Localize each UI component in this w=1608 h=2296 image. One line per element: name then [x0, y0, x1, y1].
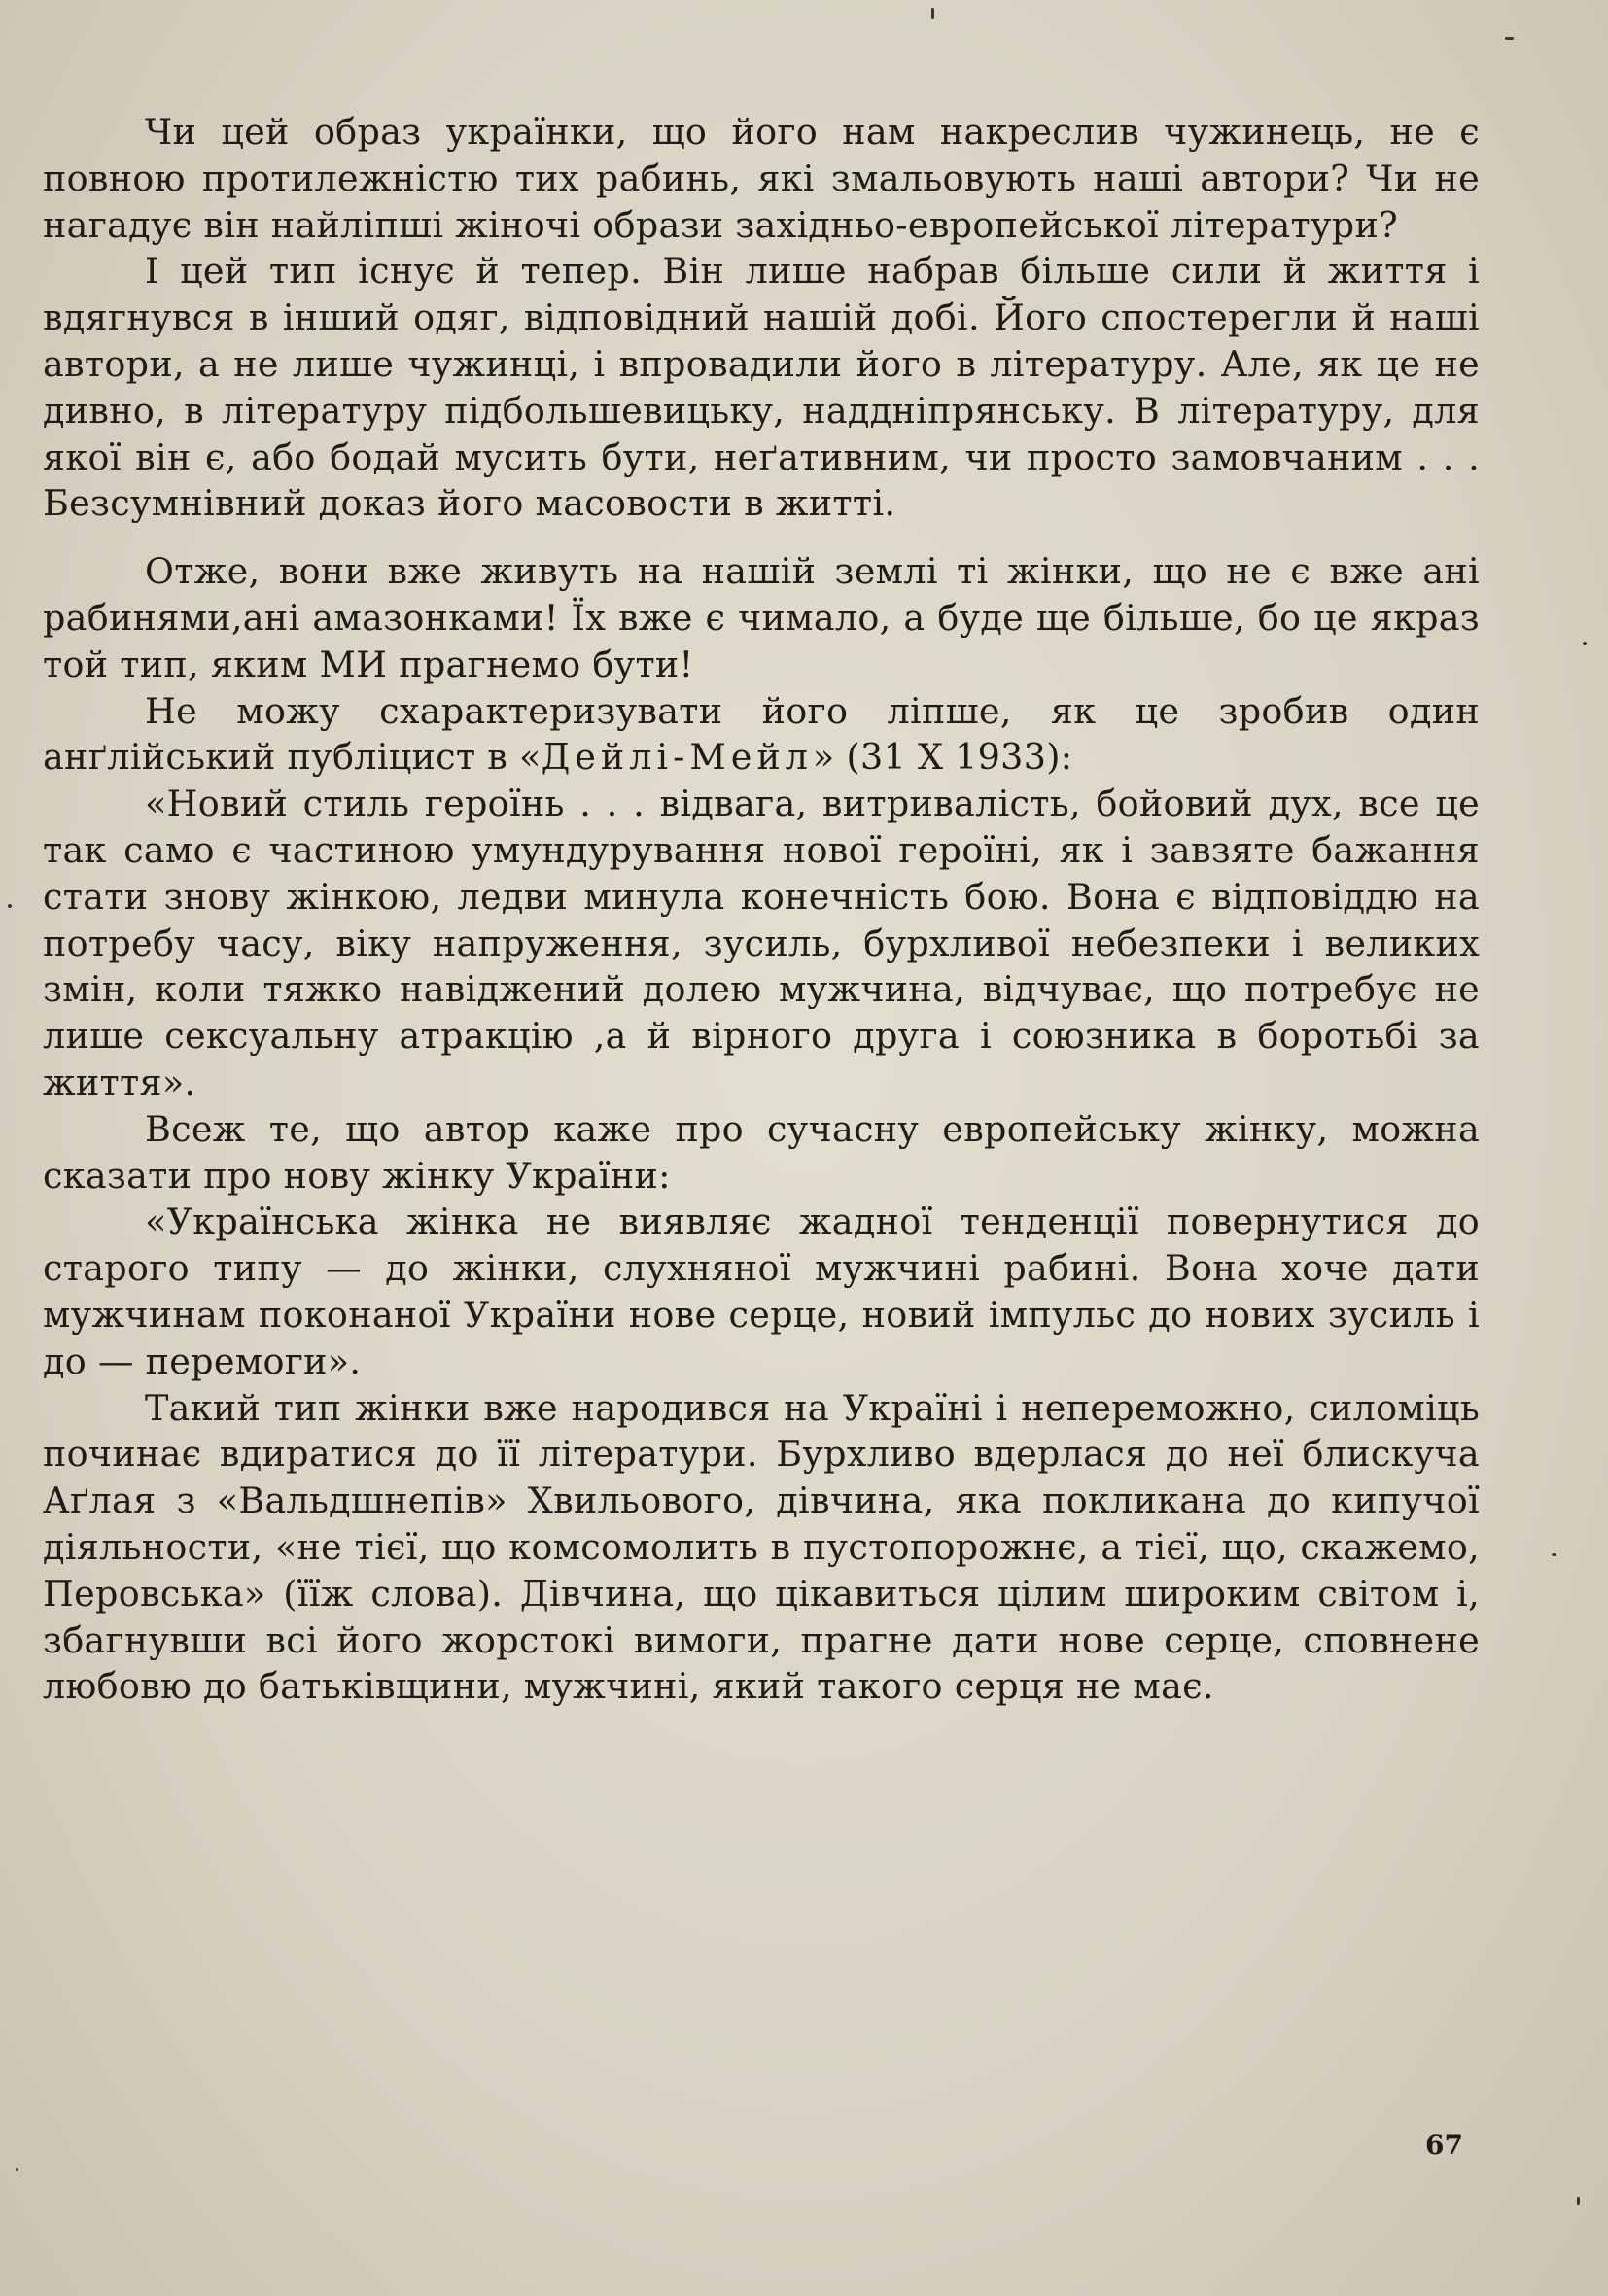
newspaper-title: Дейлі-Мейл: [541, 736, 813, 779]
print-speck: [1552, 1553, 1556, 1556]
paragraph-4-text-before: Не можу схарактеризувати його ліпше, як це зробив один анґлійський публіцист в «: [43, 689, 1480, 779]
print-speck: [8, 904, 12, 908]
paragraph-6: Всеж те, що автор каже про сучасну европейську жінку, можна сказати про нову жінку України:: [43, 1107, 1480, 1197]
paragraph-3: Отже, вони вже живуть на нашій землі ті жінки, що не є вже ані рабинями,ані амазонками! Їх вже є чимало, а буде ще більше, бо це якраз той тип, яким МИ прагнемо бути!: [43, 550, 1480, 685]
print-speck: [1583, 642, 1587, 645]
print-speck: [931, 8, 934, 19]
body-text: [43, 109, 1480, 1710]
paragraph-4: [43, 688, 1480, 782]
print-speck: [16, 2168, 18, 2171]
paragraph-2: І цей тип існує й тепер. Він лише набрав більше сили й життя і вдягнувся в інший одяг, відповідний нашій добі. Його спостерегли й наші автори, а не лише чужинці, і впровадили його в літературу. Але, як це не дивно, в літературу підбольшевицьку, наддніпрянську. В літературу, для якої він є, або бодай мусить бути, неґативним, чи просто замовчаним . . . Безсумнівний доказ його масовости в житті.: [43, 250, 1480, 525]
print-speck: [1577, 2197, 1580, 2205]
page-number: 67: [1425, 2129, 1463, 2161]
paragraph-7-quote: «Українська жінка не виявляє жадної тенденції повернутися до старого типу — до жінки, слухняної мужчині рабині. Вона хоче дати мужчинам поконаної України нове серце, новий імпульс до нових зусиль і до — перемоги».: [43, 1200, 1480, 1382]
paragraph-1: Чи цей образ українки, що його нам накреслив чужинець, не є повною протилежністю тих рабинь, які змальовують наші автори? Чи не нагадує він найліпші жіночі образи західньо-европейської літератури?: [43, 111, 1480, 246]
paragraph-5-quote: «Новий стиль героїнь . . . відвага, витривалість, бойовий дух, все це так само є частиною умундурування нової героїні, як і завзяте бажання стати знову жінкою, ледви минула конечність бою. Вона є відповіддю на потребу часу, віку напруження, зусиль, бурхливої небезпеки і великих змін, коли тяжко навіджений долею мужчина, відчуває, що потребує не лише сексуальну атракцію ,а й вірного друга і союзника в боротьбі за життя».: [43, 783, 1480, 1103]
print-speck: [1505, 37, 1514, 40]
paragraph-4-text-after: » (31 X 1933):: [812, 736, 1073, 779]
paragraph-8: Такий тип жінки вже народився на Україні і непереможно, силоміць починає вдиратися до її літератури. Бурхливо вдерлася до неї блискуча Аґлая з «Вальдшнепів» Хвильового, дівчина, яка покликана до кипучої діяльности, «не тієї, що комсомолить в пустопорожнє, а тієї, що, скажемо, Перовська» (їїж слова). Дівчина, що цікавиться цілим широким світом і, збагнувши всі його жорстокі вимоги, прагне дати нове серце, сповнене любовю до батьківщини, мужчині, який такого серця не має.: [43, 1386, 1480, 1708]
